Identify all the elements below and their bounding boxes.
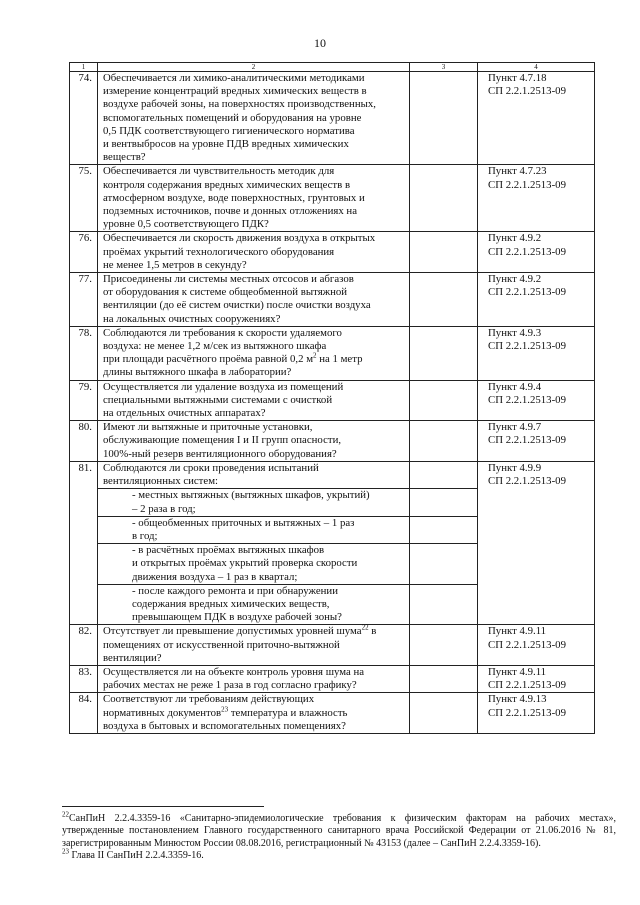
table-row	[70, 380, 595, 421]
column-header: 3	[410, 63, 478, 72]
row-number: 76.	[70, 232, 98, 273]
answer-cell	[410, 544, 478, 585]
column-header: 1	[70, 63, 98, 72]
table-row	[70, 625, 595, 666]
question-text: Соблюдаются ли сроки проведения испытаний вентиляционных систем:	[98, 461, 410, 488]
answer-cell	[410, 584, 478, 625]
table-row	[70, 421, 595, 462]
footnote-22	[62, 810, 616, 850]
footnote-text: Глава II СанПиН 2.2.4.3359-16.	[69, 850, 204, 862]
footnote-divider	[62, 806, 264, 807]
question-text: Имеют ли вытяжные и приточные установки, обслуживающие помещения I и II групп опасности, 100%-ный резерв вентиляционного оборудования?	[98, 421, 410, 462]
answer-cell	[410, 165, 478, 232]
reference-text: Пункт 4.9.9 СП 2.2.1.2513-09	[478, 461, 595, 624]
reference-text: Пункт 4.9.3 СП 2.2.1.2513-09	[478, 326, 595, 380]
table-row	[70, 232, 595, 273]
question-text-part: Соответствуют ли требованиям действующих нормативных документов	[103, 693, 315, 719]
row-number: 79.	[70, 380, 98, 421]
row-number: 84.	[70, 693, 98, 734]
reference-text: Пункт 4.7.18 СП 2.2.1.2513-09	[478, 72, 595, 165]
reference-text: Пункт 4.9.7 СП 2.2.1.2513-09	[478, 421, 595, 462]
footnote-23	[62, 847, 616, 862]
table-row	[70, 461, 595, 488]
question-text: Обеспечивается ли чувствительность методик для контроля содержания вредных химических веществ в атмосферном воздухе, воде поверхностных, грунтовых и подземных источников, почве и донных отложениях на уровне 0,5 соответствующего ПДК?	[98, 165, 410, 232]
table-row	[70, 693, 595, 734]
answer-cell	[410, 693, 478, 734]
footnote-ref: 23	[221, 704, 229, 713]
reference-text: Пункт 4.9.2 СП 2.2.1.2513-09	[478, 232, 595, 273]
page-number: 10	[314, 36, 326, 50]
question-text: Обеспечивается ли скорость движения воздуха в открытых проёмах укрытий технологического оборудования не менее 1,5 метров в секунду?	[98, 232, 410, 273]
footnote-mark: 22	[62, 810, 69, 819]
table-row	[70, 165, 595, 232]
row-number: 81.	[70, 461, 98, 624]
question-text	[98, 326, 410, 380]
answer-cell	[410, 625, 478, 666]
answer-cell	[410, 326, 478, 380]
row-number: 83.	[70, 665, 98, 692]
question-text: Осуществляется ли удаление воздуха из помещений специальными вытяжными системами с очисткой на отдельных очистных аппаратах?	[98, 380, 410, 421]
question-text-part: в помещениях от искусственной приточно-вытяжной вентиляции?	[103, 625, 377, 664]
reference-text: Пункт 4.9.11 СП 2.2.1.2513-09	[478, 665, 595, 692]
reference-text: Пункт 4.9.11 СП 2.2.1.2513-09	[478, 625, 595, 666]
row-number: 80.	[70, 421, 98, 462]
question-text-part: Соблюдаются ли требования к скорости удаляемого воздуха: не менее 1,2 м/сек из вытяжного шкафа при площади расчётного проёма равной 0,2 м	[103, 326, 342, 366]
answer-cell	[410, 461, 478, 488]
answer-cell	[410, 232, 478, 273]
sub-item-text: - после каждого ремонта и при обнаружении содержания вредных химических веществ, превышающем ПДК в воздухе рабочей зоны?	[98, 584, 410, 625]
table-row	[70, 326, 595, 380]
reference-text: Пункт 4.7.23 СП 2.2.1.2513-09	[478, 165, 595, 232]
footnote-mark: 23	[62, 847, 69, 856]
row-number: 82.	[70, 625, 98, 666]
row-number: 74.	[70, 72, 98, 165]
question-text	[98, 693, 410, 734]
answer-cell	[410, 665, 478, 692]
sub-item-text: - местных вытяжных (вытяжных шкафов, укрытий) – 2 раза в год;	[98, 489, 410, 516]
sub-item-text: - в расчётных проёмах вытяжных шкафов и открытых проёмах укрытий проверка скорости движения воздуха – 1 раз в квартал;	[98, 544, 410, 585]
reference-text: Пункт 4.9.2 СП 2.2.1.2513-09	[478, 273, 595, 327]
question-text: Обеспечивается ли химико-аналитическими методиками измерение концентраций вредных химических веществ в воздухе рабочей зоны, на поверхностях производственных, вспомогательных помещений и оборудования на уровне 0,5 ПДК соответствующего гигиенического норматива и вентвыбросов на уровне ПДВ вредных химических веществ?	[98, 72, 410, 165]
row-number: 75.	[70, 165, 98, 232]
question-text: Присоединены ли системы местных отсосов и абгазов от оборудования к системе общеобменной вытяжной вентиляции (до её систем очистки) после очистки воздуха на локальных очистных сооружениях?	[98, 273, 410, 327]
footnote-ref: 22	[361, 623, 369, 632]
answer-cell	[410, 273, 478, 327]
answer-cell	[410, 72, 478, 165]
answer-cell	[410, 516, 478, 543]
column-header: 2	[98, 63, 410, 72]
table-row	[70, 72, 595, 165]
answer-cell	[410, 380, 478, 421]
row-number: 77.	[70, 273, 98, 327]
checklist-table	[69, 62, 595, 734]
footnote-text: СанПиН 2.2.4.3359-16 «Санитарно-эпидемиологические требования к физическим факторам на рабочих местах», утвержденные постановлением Главного государственного санитарного врача Российской Федерации от 21.06.2016 № 81, зарегистрированным Минюстом России 08.08.2016, регистрационный № 43153 (далее – СанПиН 2.2.4.3359-16).	[62, 813, 616, 849]
row-number: 78.	[70, 326, 98, 380]
question-text-part: на 1 метр длины вытяжного шкафа в лаборатории?	[103, 353, 363, 379]
question-text	[98, 625, 410, 666]
answer-cell	[410, 489, 478, 516]
question-text: Осуществляется ли на объекте контроль уровня шума на рабочих местах не реже 1 раза в год согласно графику?	[98, 665, 410, 692]
superscript: 2	[313, 351, 317, 360]
table-row	[70, 273, 595, 327]
table-row	[70, 665, 595, 692]
reference-text: Пункт 4.9.13 СП 2.2.1.2513-09	[478, 693, 595, 734]
table-header-row	[70, 63, 595, 72]
answer-cell	[410, 421, 478, 462]
sub-item-text: - общеобменных приточных и вытяжных – 1 раз в год;	[98, 516, 410, 543]
question-text-part: температура и влажность воздуха в бытовых и вспомогательных помещениях?	[103, 706, 348, 732]
footnotes	[62, 810, 616, 863]
column-header: 4	[478, 63, 595, 72]
reference-text: Пункт 4.9.4 СП 2.2.1.2513-09	[478, 380, 595, 421]
question-text-part: Отсутствует ли превышение допустимых уровней шума	[103, 625, 362, 638]
